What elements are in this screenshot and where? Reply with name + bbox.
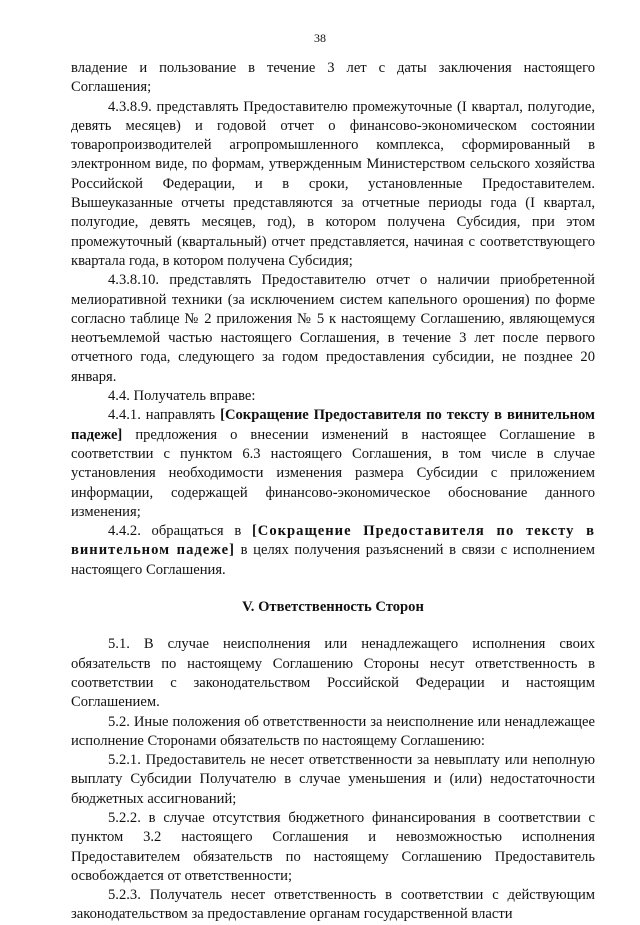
page-number: 38 <box>314 31 326 45</box>
paragraph-continuation: владение и пользование в течение 3 лет с даты заключения настоящего Соглашения; <box>71 60 595 96</box>
paragraph-4-3-8-9: 4.3.8.9. представлять Предоставителю промежуточные (I квартал, полугодие, девять месяцев) и годовой отчет о финансово-экономическом состоянии товаропроизводителей агропромышленного комплекса, сформированный в электронном виде, по формам, утвержденным Министерством сельского хозяйства Российской Федерации, и в сроки, установленные Предоставителем. Вышеуказанные отчеты представляются за отчетные периоды года (I квартал, полугодие, девять месяцев, год), в котором получена Субсидия, при этом промежуточный (квартальный) отчет представляется, начиная с соответствующего квартала года, в котором получена Субсидия; <box>71 98 595 269</box>
paragraph-5-2: 5.2. Иные положения об ответственности за неисполнение или ненадлежащее исполнение Сторонами обязательств по настоящему Соглашению: <box>71 713 595 749</box>
paragraph-5-2-3: 5.2.3. Получатель несет ответственность в соответствии с действующим законодательством за предоставление органам государственной власти <box>71 887 595 923</box>
placeholder-provider-accusative: [Сокращение Предоставителя по тексту в винительном падеже] <box>71 407 595 443</box>
paragraph-4-4-2-lead: 4.4.2. обращаться в <box>108 523 252 540</box>
paragraph-4-4: 4.4. Получатель вправе: <box>108 388 256 405</box>
paragraph-4-3-8-10: 4.3.8.10. представлять Предоставителю отчет о наличии приобретенной мелиоративной техники (за исключением систем капельного орошения) по форме согласно таблице № 2 приложения № 5 к настоящему Соглашению, являющемуся неотъемлемой частью настоящего Соглашения, в течение 3 лет после первого отчетного года, следующего за годом предоставления субсидии, не позднее 20 января. <box>71 272 595 385</box>
placeholder-provider-accusative-2: [Сокращение Предоставителя по тексту в винительном падеже] <box>71 523 596 559</box>
paragraph-5-2-1: 5.2.1. Предоставитель не несет ответственности за невыплату или неполную выплату Субсидии Получателю в случае уменьшения и (или) недостаточности бюджетных ассигнований; <box>71 752 595 807</box>
paragraph-4-4-2 <box>71 522 595 580</box>
paragraph-4-4-1 <box>71 406 595 522</box>
paragraph-4-4-1-rest: предложения о внесении изменений в настоящее Соглашение в соответствии с пунктом 6.3 настоящего Соглашения, в том числе в случае установления необходимости изменения размера Субсидии с приложением информации, содержащей финансово-экономическое обоснование данного изменения; <box>71 426 595 520</box>
paragraph-4-4-2-rest: в целях получения разъяснений в связи с исполнением настоящего Соглашения. <box>71 542 596 578</box>
paragraph-5-2-2: 5.2.2. в случае отсутствия бюджетного финансирования в соответствии с пунктом 3.2 настоящего Соглашения и невозможностью исполнения Предоставителем обязательств по настоящему Соглашению Предоставитель освобождается от ответственности; <box>71 809 595 884</box>
paragraph-5-1: 5.1. В случае неисполнения или ненадлежащего исполнения своих обязательств по настоящему Соглашению Стороны несут ответственность в соответствии с законодательством Российской Федерации и настоящим Соглашением. <box>71 636 595 711</box>
section-heading: V. Ответственность Сторон <box>242 599 424 616</box>
document-body <box>71 59 595 925</box>
paragraph-4-4-1-lead: 4.4.1. направлять <box>108 407 221 424</box>
